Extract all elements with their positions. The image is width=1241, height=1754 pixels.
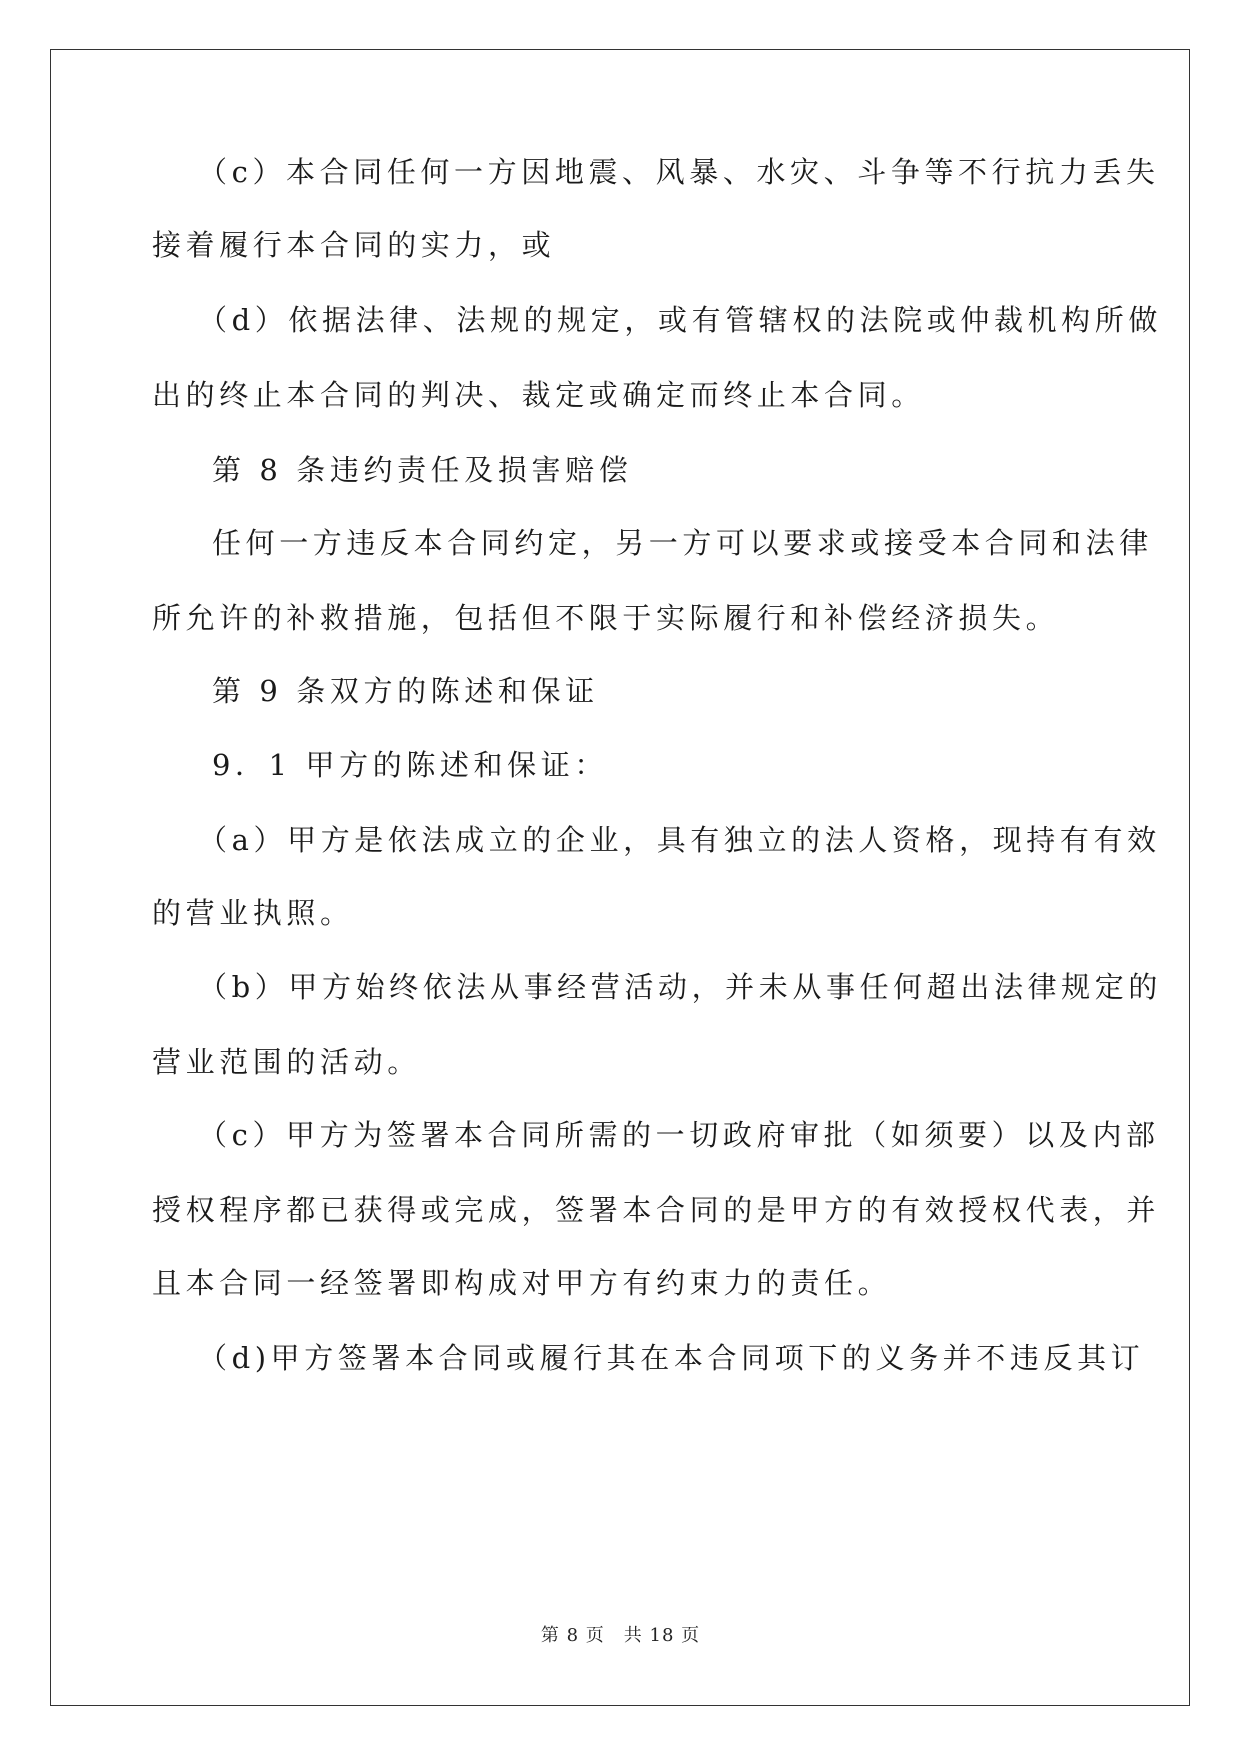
section-heading: 第 9 条双方的陈述和保证 (212, 674, 599, 708)
paragraph-line: 所允许的补救措施，包括但不限于实际履行和补偿经济损失。 (152, 601, 1060, 635)
paragraph-line: （b）甲方始终依法从事经营活动，并未从事任何超出法律规定的 (198, 970, 1162, 1004)
paragraph-line: （c）甲方为签署本合同所需的一切政府审批（如须要）以及内部 (198, 1118, 1160, 1152)
paragraph-line: （c）本合同任何一方因地震、风暴、水灾、斗争等不行抗力丢失 (198, 155, 1160, 189)
subsection-heading: 9．1 甲方的陈述和保证： (212, 748, 608, 782)
paragraph-line: 的营业执照。 (152, 896, 354, 930)
paragraph-line: 接着履行本合同的实力，或 (152, 228, 556, 262)
paragraph-line: 且本合同一经签署即构成对甲方有约束力的责任。 (152, 1266, 892, 1300)
paragraph-line: （a）甲方是依法成立的企业，具有独立的法人资格，现持有有效 (198, 823, 1161, 857)
page-number-footer: 第 8 页 共 18 页 (540, 1625, 701, 1646)
paragraph-line: 任何一方违反本合同约定，另一方可以要求或接受本合同和法律 (212, 526, 1153, 560)
paragraph-line: （d)甲方签署本合同或履行其在本合同项下的义务并不违反其订 (198, 1341, 1145, 1375)
section-heading: 第 8 条违约责任及损害赔偿 (212, 453, 633, 487)
paragraph-line: （d）依据法律、法规的规定，或有管辖权的法院或仲裁机构所做 (198, 303, 1162, 337)
page-border (50, 49, 1190, 1706)
paragraph-line: 授权程序都已获得或完成，签署本合同的是甲方的有效授权代表，并 (152, 1193, 1161, 1227)
paragraph-line: 出的终止本合同的判决、裁定或确定而终止本合同。 (152, 378, 925, 412)
paragraph-line: 营业范围的活动。 (152, 1045, 421, 1079)
